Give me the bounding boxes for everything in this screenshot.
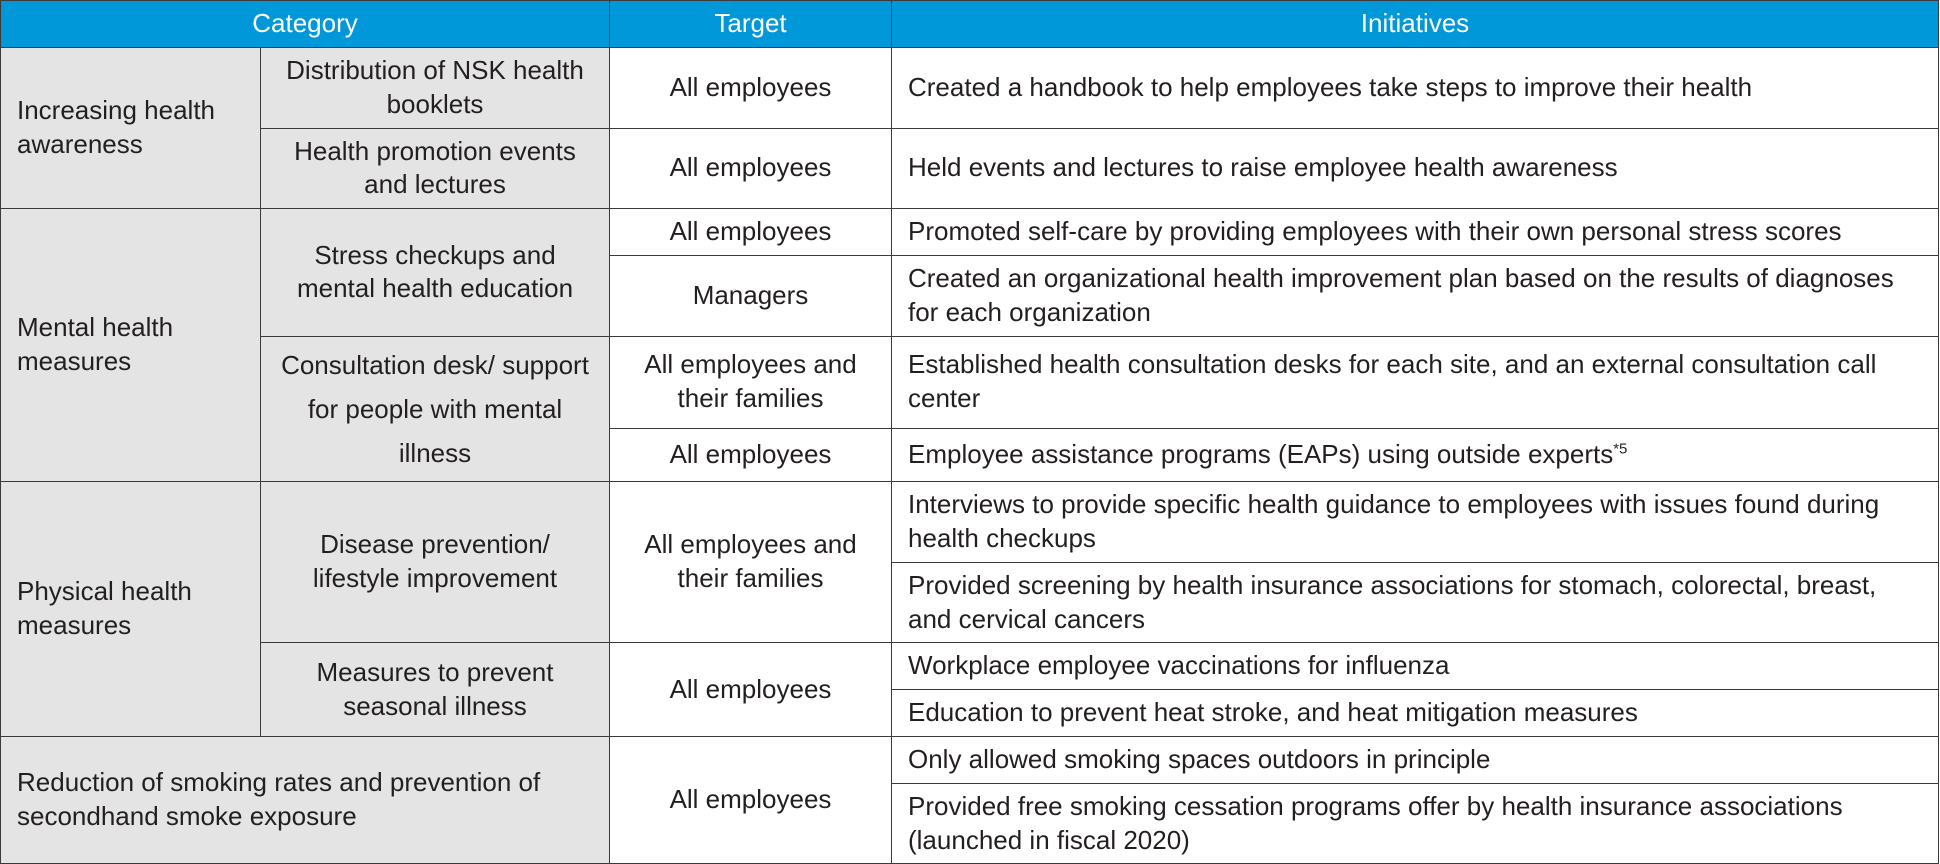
table-row xyxy=(1,48,1939,129)
table-row xyxy=(1,209,1939,256)
target-cell: All employees xyxy=(610,48,892,129)
table-row xyxy=(1,128,1939,209)
subcategory-consultation-desk: Consultation desk/ support for people with mental illness xyxy=(261,336,610,482)
header-row xyxy=(1,1,1939,48)
initiative-cell: Created a handbook to help employees take steps to improve their health xyxy=(892,48,1939,129)
category-increasing-health-awareness: Increasing health awareness xyxy=(1,48,261,209)
target-cell: All employees xyxy=(610,209,892,256)
category-mental-health: Mental health measures xyxy=(1,209,261,482)
subcategory-stress-checkups: Stress checkups and mental health education xyxy=(261,209,610,336)
target-cell: All employees xyxy=(610,736,892,863)
header-initiatives: Initiatives xyxy=(892,1,1939,48)
initiative-cell: Held events and lectures to raise employee health awareness xyxy=(892,128,1939,209)
header-target: Target xyxy=(610,1,892,48)
subcategory-health-booklets: Distribution of NSK health booklets xyxy=(261,48,610,129)
initiative-cell: Only allowed smoking spaces outdoors in principle xyxy=(892,736,1939,783)
table-row xyxy=(1,643,1939,690)
target-cell: All employees xyxy=(610,643,892,737)
target-cell: All employees and their families xyxy=(610,482,892,643)
initiative-cell: Created an organizational health improvement plan based on the results of diagnoses for each organization xyxy=(892,255,1939,336)
initiative-cell: Interviews to provide specific health guidance to employees with issues found during health checkups xyxy=(892,482,1939,563)
footnote-marker: *5 xyxy=(1613,440,1628,458)
initiative-cell: Promoted self-care by providing employees with their own personal stress scores xyxy=(892,209,1939,256)
target-cell: All employees xyxy=(610,128,892,209)
header-category: Category xyxy=(1,1,610,48)
subcategory-health-events: Health promotion events and lectures xyxy=(261,128,610,209)
category-physical-health: Physical health measures xyxy=(1,482,261,737)
initiative-cell: Established health consultation desks for each site, and an external consultation call center xyxy=(892,336,1939,428)
target-cell: All employees xyxy=(610,428,892,481)
initiative-cell xyxy=(892,428,1939,481)
table-row xyxy=(1,482,1939,563)
target-cell: Managers xyxy=(610,255,892,336)
category-smoking-reduction: Reduction of smoking rates and prevention of secondhand smoke exposure xyxy=(1,736,610,863)
subcategory-seasonal-illness: Measures to prevent seasonal illness xyxy=(261,643,610,737)
initiative-text: Employee assistance programs (EAPs) using outside experts xyxy=(908,439,1614,469)
initiative-cell: Education to prevent heat stroke, and heat mitigation measures xyxy=(892,690,1939,737)
initiative-cell: Provided free smoking cessation programs offer by health insurance associations (launched in fiscal 2020) xyxy=(892,783,1939,864)
table-row xyxy=(1,336,1939,428)
subcategory-disease-prevention: Disease prevention/ lifestyle improvement xyxy=(261,482,610,643)
initiative-cell: Provided screening by health insurance associations for stomach, colorectal, breast, and cervical cancers xyxy=(892,562,1939,643)
table-row xyxy=(1,736,1939,783)
target-cell: All employees and their families xyxy=(610,336,892,428)
initiative-cell: Workplace employee vaccinations for influenza xyxy=(892,643,1939,690)
